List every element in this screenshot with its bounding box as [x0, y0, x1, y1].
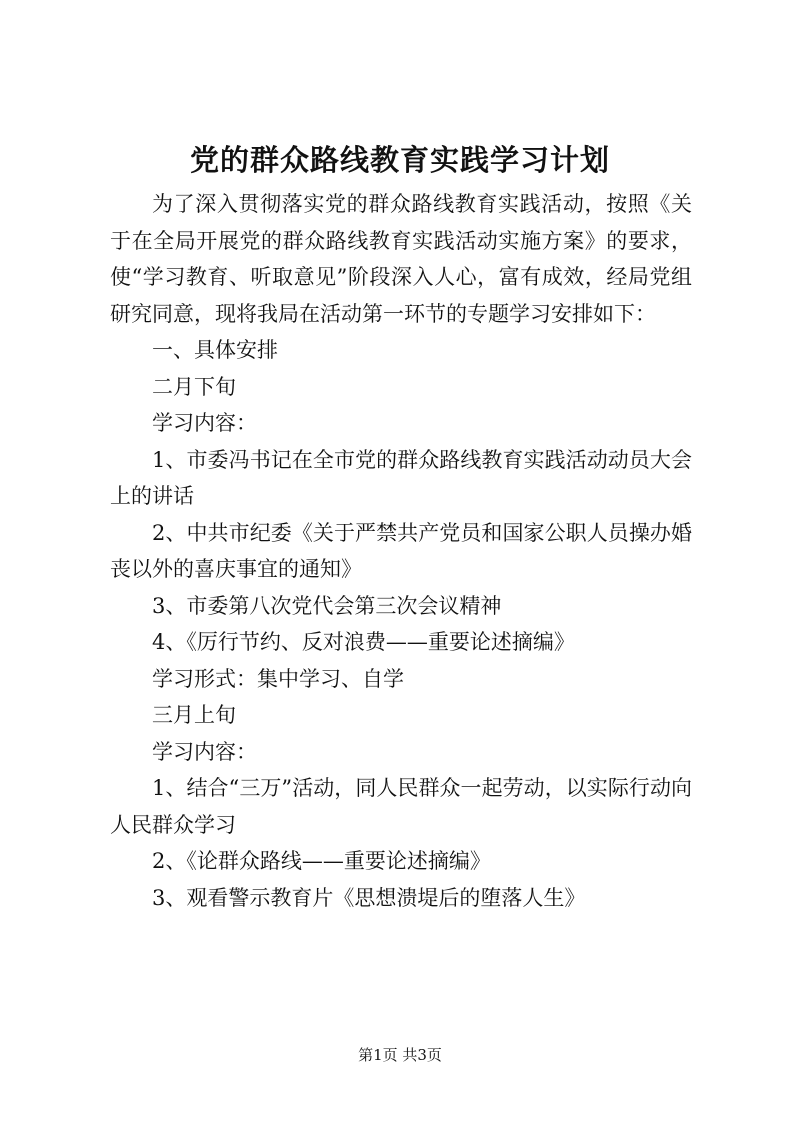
list-item: 2、中共市纪委《关于严禁共产党员和国家公职人员操办婚丧以外的喜庆事宜的通知》	[110, 520, 692, 581]
study-form-line: 学习形式：集中学习、自学	[152, 666, 404, 691]
document-title: 党的群众路线教育实践学习计划	[189, 143, 610, 177]
document-body	[110, 186, 692, 916]
list-item: 1、结合“三万”活动，同人民群众一起劳动，以实际行动向人民群众学习	[110, 776, 692, 837]
section-heading-arrangement: 一、具体安排	[152, 338, 278, 362]
list-item: 1、市委冯书记在全市党的群众路线教育实践活动动员大会上的讲话	[110, 447, 692, 508]
list-item: 3、市委第八次党代会第三次会议精神	[152, 593, 502, 618]
list-item: 4、《厉行节约、反对浪费——重要论述摘编》	[152, 630, 575, 654]
list-item: 3、观看警示教育片《思想溃堤后的堕落人生》	[152, 885, 586, 910]
list-item: 2、《论群众路线——重要论述摘编》	[152, 849, 491, 873]
paragraph-intro: 为了深入贯彻落实党的群众路线教育实践活动，按照《关于在全局开展党的群众路线教育实践活动实施方案》的要求，使“学习教育、听取意见”阶段深入人心，富有成效，经局党组研究同意，现将我局在活动第一环节的专题学习安排如下：	[110, 192, 692, 326]
period-early-march: 三月上旬	[152, 703, 236, 727]
page-number-footer: 第1页 共3页	[358, 1046, 442, 1064]
study-content-label: 学习内容：	[152, 411, 257, 435]
period-late-february: 二月下旬	[152, 374, 236, 399]
study-content-label: 学习内容：	[152, 739, 257, 764]
